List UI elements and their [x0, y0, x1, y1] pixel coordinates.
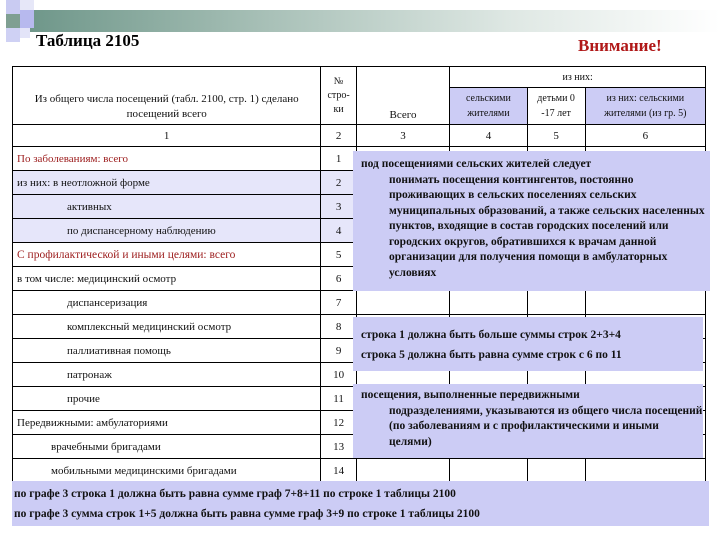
header-row-number: № стро-ки	[321, 67, 356, 125]
table-row	[13, 459, 706, 483]
note-row-checks	[353, 317, 703, 371]
note-text: по графе 3 строка 1 должна быть равна сумме граф 7+8+11 по строке 1 таблицы 2100	[14, 488, 456, 500]
decorative-square	[6, 0, 20, 14]
row-label: комплексный медицинский осмотр	[13, 315, 321, 339]
row-label: в том числе: медицинский осмотр	[13, 267, 321, 291]
row-number: 13	[321, 435, 356, 459]
row-label: С профилактической и иными целями: всего	[13, 243, 321, 267]
note-rural-residents	[353, 151, 710, 291]
decorative-square	[6, 14, 20, 28]
note-text: понимать посещения контингентов, постоянно проживающих в сельских поселениях сельских муниципальных образований, а также сельских населенных пунктов, входящие в состав городских поселений или городских округов, обратившихся к врачам данной организации для получения помощи в амбулаторных условиях	[389, 173, 705, 279]
cell-children[interactable]	[527, 291, 585, 315]
cell-rural[interactable]	[450, 459, 527, 483]
column-number: 6	[585, 125, 705, 147]
decorative-square	[6, 28, 20, 42]
row-label: активных	[13, 195, 321, 219]
row-label: диспансеризация	[13, 291, 321, 315]
column-number: 1	[13, 125, 321, 147]
row-number: 7	[321, 291, 356, 315]
row-number: 5	[321, 243, 356, 267]
row-number: 4	[321, 219, 356, 243]
note-text: посещения, выполненные передвижными	[361, 389, 580, 401]
decorative-square	[20, 10, 34, 28]
row-number: 3	[321, 195, 356, 219]
cell-total[interactable]	[356, 291, 449, 315]
column-numbers-row	[13, 125, 706, 147]
column-number: 3	[356, 125, 449, 147]
row-number: 12	[321, 411, 356, 435]
column-number: 2	[321, 125, 356, 147]
row-label: прочие	[13, 387, 321, 411]
row-number: 14	[321, 459, 356, 483]
header-rural-of-children: из них: сельскими жителями (из гр. 5)	[585, 88, 705, 125]
cell-children[interactable]	[527, 459, 585, 483]
header-rural-residents: сельскими жителями	[450, 88, 527, 125]
row-label: врачебными бригадами	[13, 435, 321, 459]
cell-rural-children[interactable]	[585, 459, 705, 483]
row-label: Передвижными: амбулаториями	[13, 411, 321, 435]
note-text: по графе 3 сумма строк 1+5 должна быть равна сумме граф 3+9 по строке 1 таблицы 2100	[14, 508, 480, 520]
row-label: паллиативная помощь	[13, 339, 321, 363]
header-of-them: из них:	[450, 67, 706, 88]
decorative-square	[20, 0, 34, 10]
column-number: 5	[527, 125, 585, 147]
cell-total[interactable]	[356, 459, 449, 483]
row-label: патронаж	[13, 363, 321, 387]
header-children: детьми 0 -17 лет	[527, 88, 585, 125]
row-number: 8	[321, 315, 356, 339]
cell-rural-children[interactable]	[585, 291, 705, 315]
attention-heading: Внимание!	[578, 36, 662, 55]
row-label: из них: в неотложной форме	[13, 171, 321, 195]
header-total: Всего	[356, 67, 449, 125]
decorative-square	[20, 28, 30, 38]
row-label: по диспансерному наблюдению	[13, 219, 321, 243]
column-number: 4	[450, 125, 527, 147]
row-number: 9	[321, 339, 356, 363]
row-label: По заболеваниям: всего	[13, 147, 321, 171]
slide-title: Таблица 2105	[36, 31, 140, 50]
cell-rural[interactable]	[450, 291, 527, 315]
note-cross-table-checks	[12, 481, 709, 526]
row-number: 1	[321, 147, 356, 171]
note-mobile-units	[353, 384, 703, 458]
note-text: под посещениями сельских жителей следует	[361, 158, 592, 170]
note-text: подразделениями, указываются из общего числа посещений (по заболеваниям и с профилактическими и иными целями)	[389, 404, 703, 448]
note-text: строка 5 должна быть равна сумме строк с 6 по 11	[361, 349, 622, 361]
note-text: строка 1 должна быть больше суммы строк 2+3+4	[361, 329, 621, 341]
row-number: 10	[321, 363, 356, 387]
row-number: 6	[321, 267, 356, 291]
row-number: 11	[321, 387, 356, 411]
table-row	[13, 291, 706, 315]
title-gradient-bar	[30, 10, 720, 32]
row-label: мобильными медицинскими бригадами	[13, 459, 321, 483]
header-description: Из общего числа посещений (табл. 2100, стр. 1) сделано посещений всего	[13, 67, 321, 125]
row-number: 2	[321, 171, 356, 195]
